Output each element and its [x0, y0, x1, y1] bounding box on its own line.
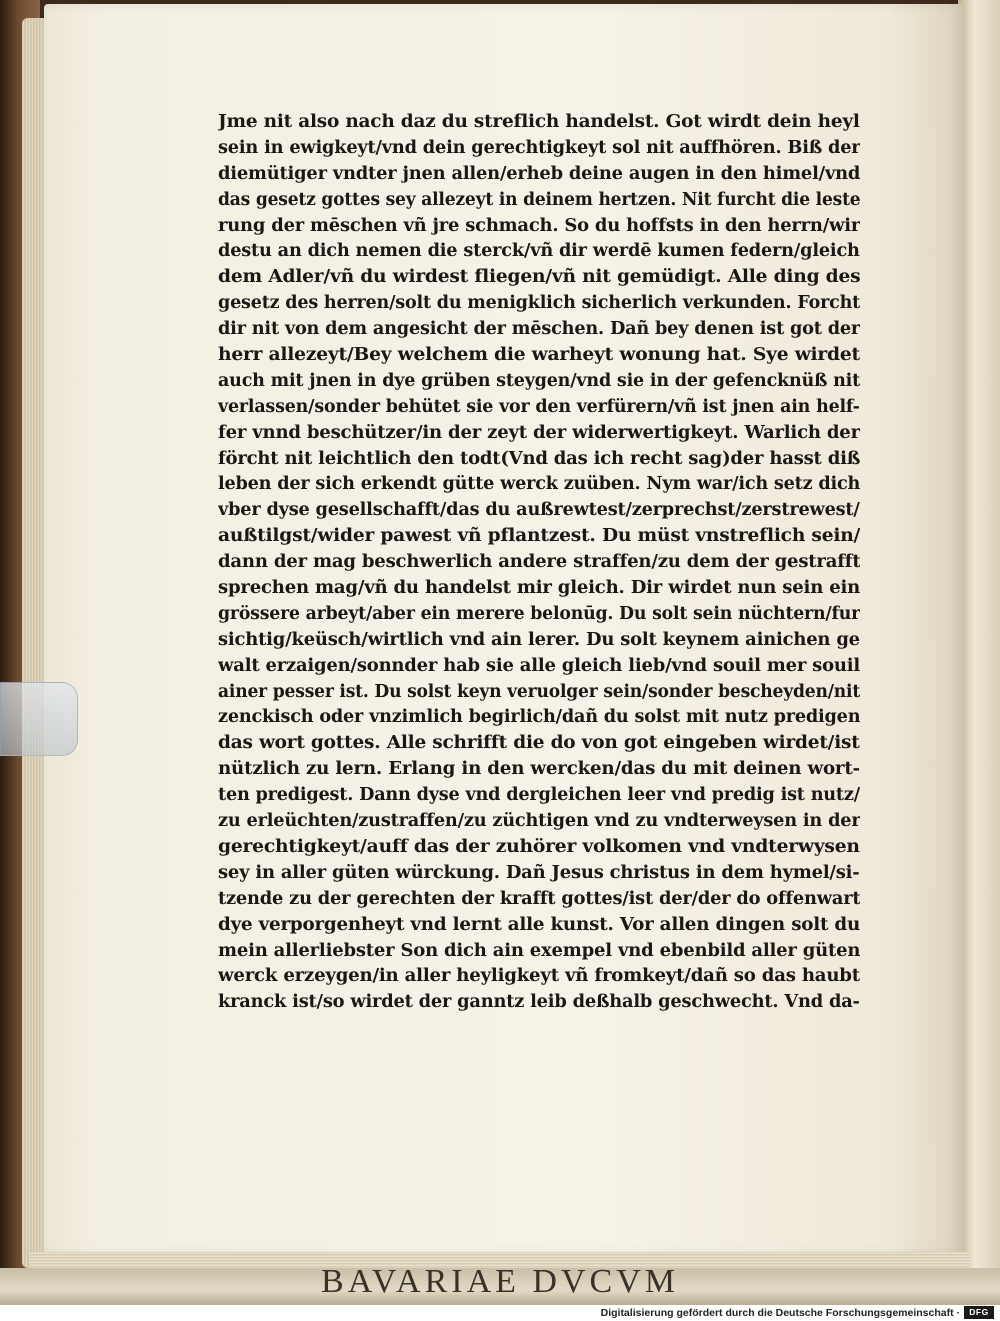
- text-line: leben der sich erkendt gütte werck zuüben. Nym war/ich setz dich: [218, 474, 860, 495]
- text-line: herr allezeyt/Bey welchem die warheyt wonung hat. Sye wirdet: [218, 345, 860, 366]
- text-line: sey in aller güten würckung. Dañ Jesus christus in dem hymel/si-: [218, 862, 860, 883]
- text-line: grössere arbeyt/aber ein merere belonūg. Du solt sein nüchtern/fur: [218, 603, 860, 624]
- text-line: zu erleüchten/zustraffen/zu züchtigen vnd zu vndterweysen in der: [218, 811, 860, 832]
- text-line: auch mit jnen in dye grüben steygen/vnd sie in der gefencknüß nit: [218, 370, 860, 391]
- text-line: ainer pesser ist. Du solst keyn veruolger sein/sonder bescheyden/nit: [218, 681, 860, 702]
- text-line: dem Adler/vñ du wirdest fliegen/vñ nit gemüdigt. Alle ding des: [218, 267, 860, 288]
- text-line: gesetz des herren/solt du menigklich sicherlich verkunden. Forcht: [218, 293, 860, 314]
- text-line: sein in ewigkeyt/vnd dein gerechtigkeyt sol nit auffhören. Biß der: [218, 137, 860, 158]
- text-block: [218, 110, 860, 1050]
- text-line: das wort gottes. Alle schrifft die do von got eingeben wirdet/ist: [218, 733, 860, 754]
- text-line: nützlich zu lern. Erlang in den wercken/das du mit deinen wort-: [218, 759, 860, 780]
- text-line: vber dyse gesellschafft/das du außrewtest/zerprechst/zerstrewest/: [218, 500, 860, 521]
- text-line: diemütiger vndter jnen allen/erheb deine augen in den himel/vnd: [218, 163, 860, 184]
- text-line: dye verporgenheyt vnd lernt alle kunst. Vor allen dingen solt du: [218, 914, 860, 935]
- text-line: förcht nit leichtlich den todt(Vnd das ich recht sag)der hasst diß: [218, 448, 860, 469]
- text-line: destu an dich nemen die sterck/vñ dir werdē kumen federn/gleich: [218, 241, 860, 262]
- text-line: Jme nit also nach daz du streflich handelst. Got wirdt dein heyl: [218, 112, 860, 132]
- text-line: kranck ist/so wirdet der ganntz leib deßhalb geschwecht. Vnd da-: [218, 992, 860, 1013]
- footer: [0, 1305, 1000, 1321]
- dfg-logo: DFG: [964, 1306, 994, 1319]
- text-line: sprechen mag/vñ du handelst mir gleich. Dir wirdet nun sein ein: [218, 578, 860, 599]
- text-line: außtilgst/wider pawest vñ pflantzest. Du müst vnstreflich sein/: [218, 526, 860, 547]
- text-line: mein allerliebster Son dich ain exempel vnd ebenbild aller güten: [218, 940, 860, 961]
- text-line: zenckisch oder vnzimlich begirlich/dañ du solst mit nutz predigen: [218, 707, 860, 728]
- text-line: dann der mag beschwerlich andere straffen/zu dem der gestrafft: [218, 552, 860, 573]
- text-line: sichtig/keüsch/wirtlich vnd ain lerer. Du solt keynem ainichen ge: [218, 629, 860, 650]
- text-line: das gesetz gottes sey allezeyt in deinem hertzen. Nit furcht die leste: [218, 189, 860, 210]
- text-line: dir nit von dem angesicht der mēschen. Dañ bey denen ist got der: [218, 319, 860, 340]
- underlying-sheet-text: BAVARIAE DVCVM: [321, 1263, 679, 1300]
- text-line: ten predigest. Dann dyse vnd dergleichen leer vnd predig ist nutz/: [218, 785, 860, 806]
- text-line: gerechtigkeyt/auff das der zuhörer volkomen vnd vndterwysen: [218, 836, 860, 857]
- text-line: walt erzaigen/sonnder hab sie alle gleich lieb/vnd souil mer souil: [218, 655, 860, 676]
- text-line: fer vnnd beschützer/in der zeyt der widerwertigkeyt. Warlich der: [218, 422, 860, 443]
- text-line: werck erzeygen/in aller heyligkeyt vñ fromkeyt/dañ so das haubt: [218, 966, 860, 987]
- page-clip: [0, 682, 78, 756]
- text-line: tzende zu der gerechten der krafft gottes/ist der/der do offenwart: [218, 888, 860, 909]
- funding-notice: Digitalisierung gefördert durch die Deutsche Forschungsgemeinschaft ·: [600, 1307, 960, 1319]
- text-line: verlassen/sonder behütet sie vor den verfürern/vñ ist jnen ain helf-: [218, 396, 860, 417]
- facing-page-edge: [958, 0, 1000, 1280]
- text-line: rung der mēschen vñ jre schmach. So du hoffsts in den herrn/wir: [218, 215, 860, 236]
